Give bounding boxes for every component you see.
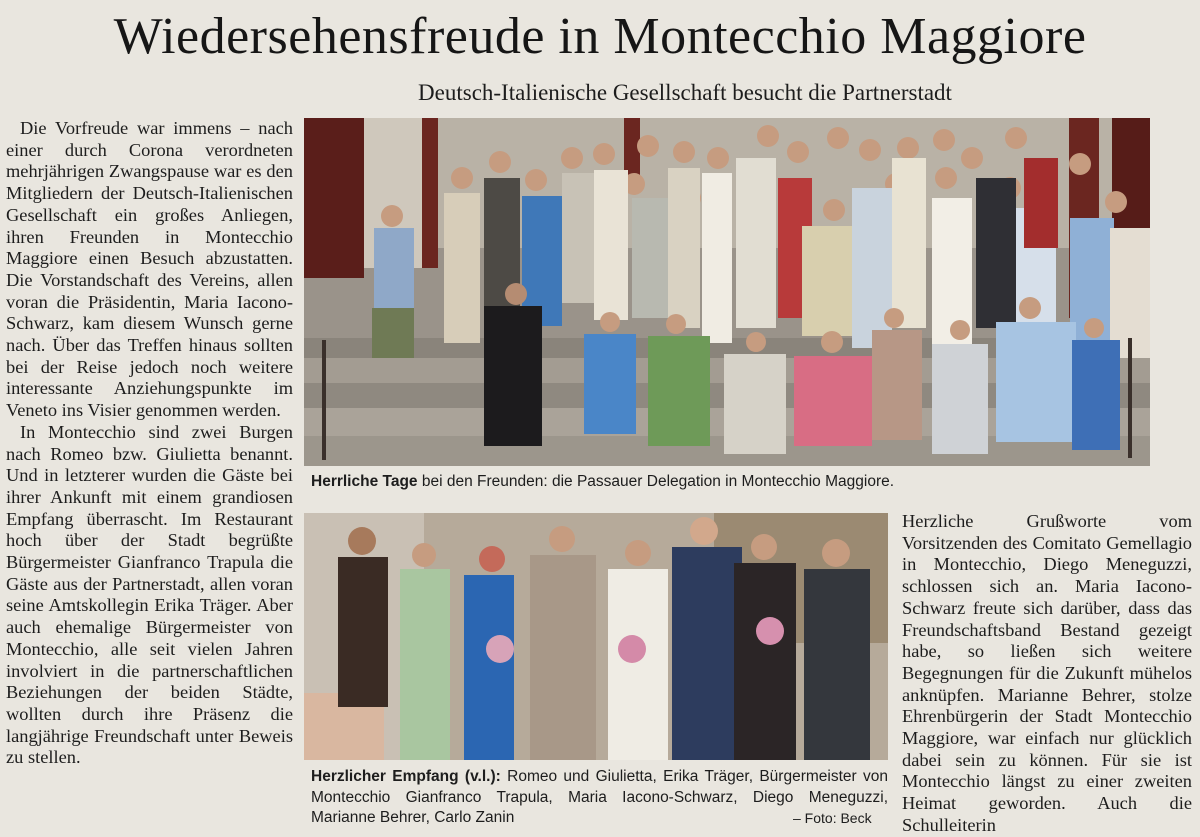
photo1-caption <box>311 472 1146 493</box>
subheadline: Deutsch-Italienische Gesellschaft besucht die Partnerstadt <box>418 80 952 105</box>
photo2-caption-bold: Herzlicher Empfang (v.l.): <box>311 768 501 785</box>
headline: Wiedersehensfreude in Montecchio Maggiore <box>113 8 1087 65</box>
left-paragraph-2: In Montecchio sind zwei Burgen nach Romeo bzw. Giulietta benannt. Und in letzterer wurden die Gäste bei ihrer Ankunft mit einem grandiosen Empfang überrascht. Im Restaurant hoch über der Stadt begrüßte Bürgermeister Gianfranco Trapula die Gäste aus der Partnerstadt, allen voran seine Amtskollegin Erika Träger. Aber auch ehemalige Bürgermeister von Montecchio, alle seit vielen Jahren involviert in die partnerschaftlichen Beziehungen der beiden Städte, wollten durch ihre Präsenz die langjährige Freundschaft unter Beweis zu stellen. <box>6 421 293 768</box>
photo2-caption-text: Romeo und Giulietta, Erika Träger, Bürgermeister von Montecchio Gianfranco Trapula, Maria Iacono-Schwarz, Diego Meneguzzi, Marianne Behrer, Carlo Zanin <box>311 768 888 826</box>
photo1-caption-text: bei den Freunden: die Passauer Delegation in Montecchio Maggiore. <box>417 473 895 490</box>
photo1-caption-bold: Herrliche Tage <box>311 473 418 490</box>
left-paragraph-1: Die Vorfreude war immens – nach einer durch Corona verordneten mehrjährigen Zwangspause war es den Mitgliedern der Deutsch-Italienischen Gesellschaft ein großes Anliegen, ihren Freunden in Montecchio Maggiore einen Besuch abzustatten. Die Vorstandschaft des Vereins, allen voran die Präsidentin, Maria Iacono-Schwarz, kam diesem Wunsch gerne nach. Über das Treffen hinaus sollten bei der Reise jedoch noch weitere interessante Anziehungspunkte im Veneto ins Visier genommen werden. <box>6 118 293 421</box>
group-photo <box>304 118 1150 466</box>
reception-photo <box>304 513 888 760</box>
photo-credit: – Foto: Beck <box>793 810 872 826</box>
left-column <box>6 118 293 769</box>
right-column <box>902 511 1192 837</box>
right-paragraph: Herzliche Grußworte vom Vorsitzenden des Comitato Gemellagio in Montecchio, Diego Meneguzzi, schlossen sich an. Maria Iacono-Schwarz freute sich darüber, dass das Freundschaftsband Bestand gezeigt habe, so ließen sich weitere Begegnungen für die Zukunft mühelos anknüpfen. Marianne Behrer, stolze Ehrenbürgerin der Stadt Montecchio Maggiore, war einfach nur glücklich dabei sein zu können. Für sie ist Montecchio längst zu einer zweiten Heimat geworden. Auch die Schulleiterin <box>902 511 1192 835</box>
